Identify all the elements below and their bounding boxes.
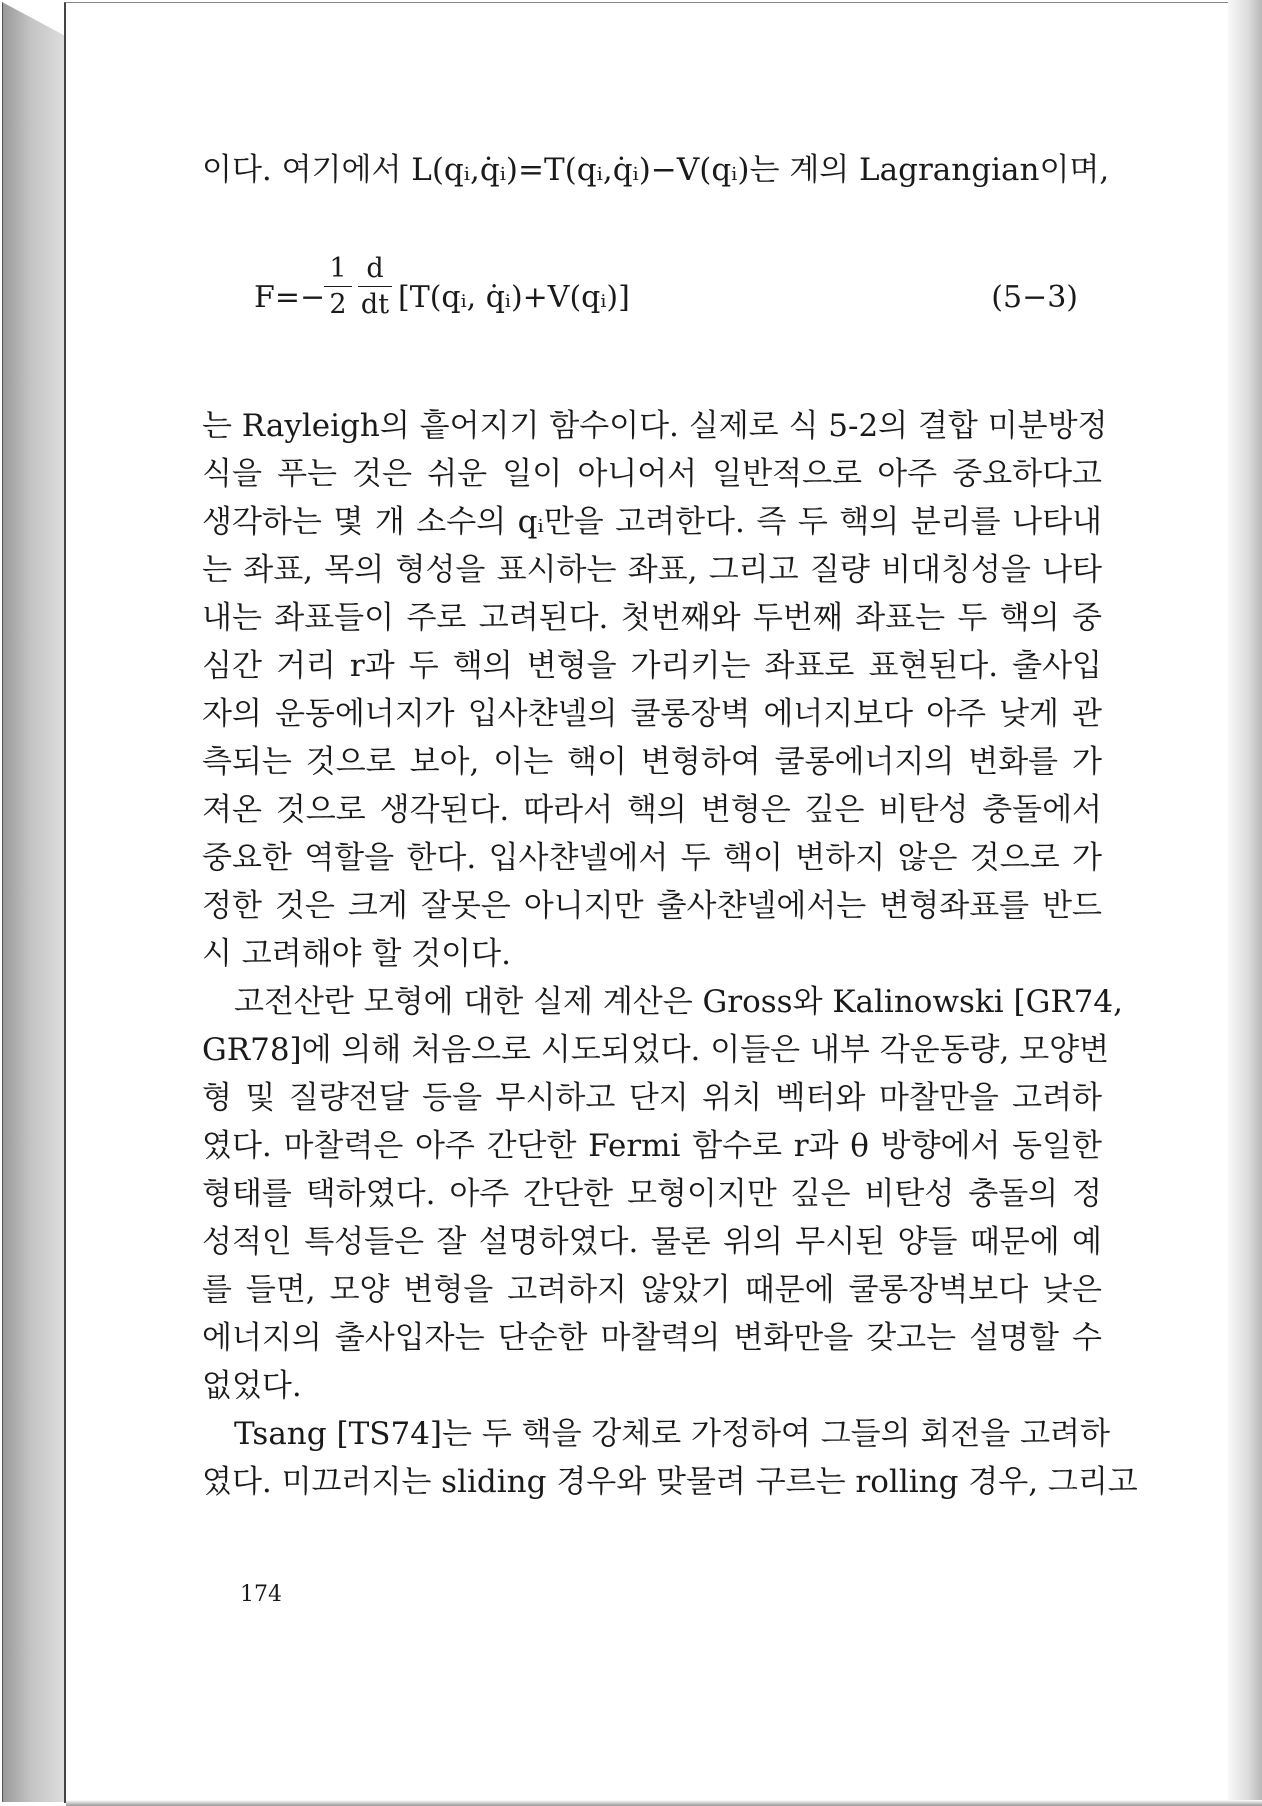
text-line: 생각하는 몇 개 소수의 qᵢ만을 고려한다. 즉 두 핵의 분리를 나타내 xyxy=(202,504,1102,540)
equation-5-3 xyxy=(254,252,1102,342)
text-line: 시 고려해야 할 것이다. xyxy=(202,936,511,972)
text-line: 없었다. xyxy=(202,1368,302,1404)
intro-line: 이다. 여기에서 L(qᵢ,q̇ᵢ)=T(qᵢ,q̇ᵢ)−V(qᵢ)는 계의 Lagrangian이며, xyxy=(202,152,1110,188)
text-line: 형 및 질량전달 등을 무시하고 단지 위치 벡터와 마찰만을 고려하 xyxy=(202,1080,1102,1116)
text-line: 고전산란 모형에 대한 실제 계산은 Gross와 Kalinowski [GR74, xyxy=(234,984,1123,1020)
equation-rhs: [T(qᵢ, q̇ᵢ)+V(qᵢ)] xyxy=(398,280,630,315)
text-line: 였다. 마찰력은 아주 간단한 Fermi 함수로 r과 θ 방향에서 동일한 xyxy=(202,1128,1102,1164)
book-spine xyxy=(2,2,73,1802)
text-line: 져온 것으로 생각된다. 따라서 핵의 변형은 깊은 비탄성 충돌에서 xyxy=(202,792,1102,828)
text-line: 중요한 역할을 한다. 입사챤넬에서 두 핵이 변하지 않은 것으로 가 xyxy=(202,840,1102,876)
page-edge-right xyxy=(1228,0,1262,1806)
text-line: 심간 거리 r과 두 핵의 변형을 가리키는 좌표로 표현된다. 출사입 xyxy=(202,648,1102,684)
text-line: 측되는 것으로 보아, 이는 핵이 변형하여 쿨롱에너지의 변화를 가 xyxy=(202,744,1102,780)
text-line: 에너지의 출사입자는 단순한 마찰력의 변화만을 갖고는 설명할 수 xyxy=(202,1320,1102,1356)
text-line: 자의 운동에너지가 입사챤넬의 쿨롱장벽 에너지보다 아주 낮게 관 xyxy=(202,696,1102,732)
text-line: 를 들면, 모양 변형을 고려하지 않았기 때문에 쿨롱장벽보다 낮은 xyxy=(202,1272,1102,1308)
text-line: 내는 좌표들이 주로 고려된다. 첫번째와 두번째 좌표는 두 핵의 중 xyxy=(202,600,1102,636)
fraction-d-dt: $\frac{d}{dt}$ xyxy=(358,252,392,323)
fraction-one-half: $\frac{1}{2}$ xyxy=(324,252,352,323)
text-line: 는 Rayleigh의 흩어지기 함수이다. 실제로 식 5-2의 결합 미분방정 xyxy=(202,408,1108,444)
equation-lhs: F=− xyxy=(254,280,326,315)
text-line: 였다. 미끄러지는 sliding 경우와 맞물려 구르는 rolling 경우, 그리고 xyxy=(202,1464,1138,1500)
equation-number: (5−3) xyxy=(991,280,1078,315)
text-line: 는 좌표, 목의 형성을 표시하는 좌표, 그리고 질량 비대칭성을 나타 xyxy=(202,552,1102,588)
text-line: 형태를 택하였다. 아주 간단한 모형이지만 깊은 비탄성 충돌의 정 xyxy=(202,1176,1102,1212)
text-line: 식을 푸는 것은 쉬운 일이 아니어서 일반적으로 아주 중요하다고 xyxy=(202,456,1102,492)
text-line: 정한 것은 크게 잘못은 아니지만 출사챤넬에서는 변형좌표를 반드 xyxy=(202,888,1102,924)
text-line: Tsang [TS74]는 두 핵을 강체로 가정하여 그들의 회전을 고려하 xyxy=(234,1416,1110,1452)
text-line: 성적인 특성들은 잘 설명하였다. 물론 위의 무시된 양들 때문에 예 xyxy=(202,1224,1102,1260)
page-number: 174 xyxy=(240,1582,282,1607)
page-edge-bottom xyxy=(66,1800,1262,1806)
text-line: GR78]에 의해 처음으로 시도되었다. 이들은 내부 각운동량, 모양변 xyxy=(202,1032,1110,1068)
